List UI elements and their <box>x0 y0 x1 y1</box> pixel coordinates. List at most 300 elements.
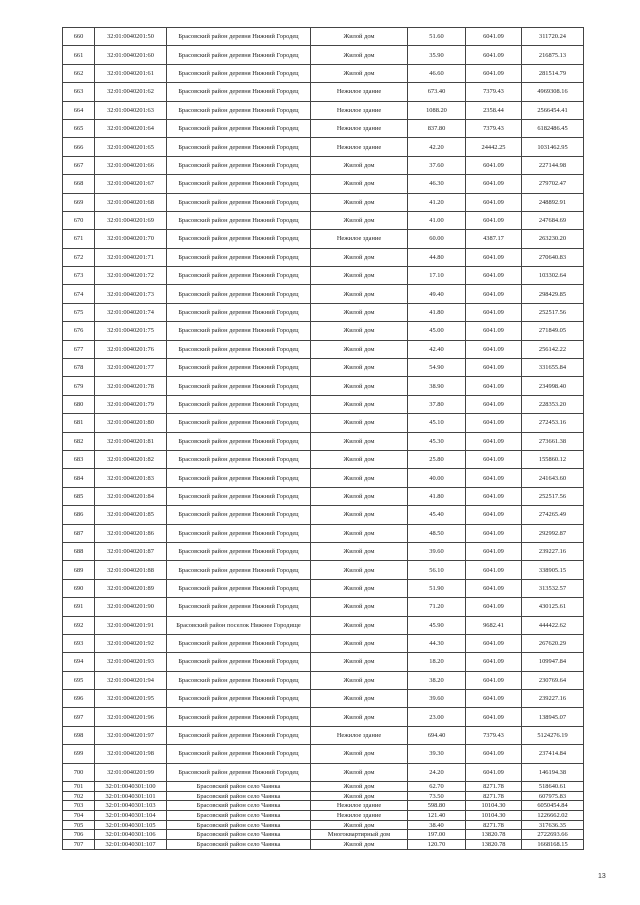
row-number-cell: 677 <box>63 340 95 358</box>
table-row <box>63 377 584 395</box>
specific-value-cell: 6041.09 <box>466 598 522 616</box>
specific-value-cell: 6041.09 <box>466 469 522 487</box>
cadastral-value-cell: 2566454.41 <box>522 101 584 119</box>
cadastral-value-cell: 607975.83 <box>522 791 584 801</box>
object-type-cell: Нежилое здание <box>311 138 408 156</box>
specific-value-cell: 6041.09 <box>466 285 522 303</box>
row-number-cell: 675 <box>63 303 95 321</box>
row-number-cell: 684 <box>63 469 95 487</box>
object-type-cell: Жилой дом <box>311 46 408 64</box>
cadastral-value-cell: 1668168.15 <box>522 840 584 850</box>
table-row <box>63 450 584 468</box>
table-row <box>63 653 584 671</box>
table-row <box>63 322 584 340</box>
object-type-cell: Жилой дом <box>311 745 408 763</box>
specific-value-cell: 6041.09 <box>466 395 522 413</box>
address-cell: Брасовский район деревня Нижний Городец <box>167 64 311 82</box>
row-number-cell: 678 <box>63 359 95 377</box>
object-type-cell: Жилой дом <box>311 487 408 505</box>
cadastral-number-cell: 32:01:0040201:81 <box>95 432 167 450</box>
object-type-cell: Нежилое здание <box>311 230 408 248</box>
cadastral-number-cell: 32:01:0040201:67 <box>95 175 167 193</box>
cadastral-value-cell: 237414.84 <box>522 745 584 763</box>
specific-value-cell: 7379.43 <box>466 83 522 101</box>
address-cell: Брасовский район деревня Нижний Городец <box>167 634 311 652</box>
cadastral-number-cell: 32:01:0040201:78 <box>95 377 167 395</box>
address-cell: Брасовский район деревня Нижний Городец <box>167 377 311 395</box>
object-type-cell: Нежилое здание <box>311 726 408 744</box>
cadastral-number-cell: 32:01:0040301:101 <box>95 791 167 801</box>
address-cell: Брасовский район деревня Нижний Городец <box>167 359 311 377</box>
table-row <box>63 64 584 82</box>
specific-value-cell: 6041.09 <box>466 175 522 193</box>
object-type-cell: Жилой дом <box>311 506 408 524</box>
specific-value-cell: 6041.09 <box>466 46 522 64</box>
object-type-cell: Жилой дом <box>311 377 408 395</box>
address-cell: Брасовский район деревня Нижний Городец <box>167 46 311 64</box>
specific-value-cell: 6041.09 <box>466 359 522 377</box>
cadastral-number-cell: 32:01:0040201:80 <box>95 414 167 432</box>
specific-value-cell: 6041.09 <box>466 450 522 468</box>
specific-value-cell: 6041.09 <box>466 267 522 285</box>
object-type-cell: Жилой дом <box>311 211 408 229</box>
table-row <box>63 671 584 689</box>
object-type-cell: Жилой дом <box>311 671 408 689</box>
cadastral-value-cell: 227144.98 <box>522 156 584 174</box>
row-number-cell: 670 <box>63 211 95 229</box>
cadastral-value-cell: 252517.56 <box>522 487 584 505</box>
address-cell: Брасовский район деревня Нижний Городец <box>167 156 311 174</box>
cadastral-number-cell: 32:01:0040201:60 <box>95 46 167 64</box>
cadastral-number-cell: 32:01:0040201:88 <box>95 561 167 579</box>
specific-value-cell: 6041.09 <box>466 322 522 340</box>
row-number-cell: 673 <box>63 267 95 285</box>
row-number-cell: 692 <box>63 616 95 634</box>
table-row <box>63 101 584 119</box>
address-cell: Брасовский район деревня Нижний Городец <box>167 598 311 616</box>
row-number-cell: 662 <box>63 64 95 82</box>
cadastral-number-cell: 32:01:0040201:99 <box>95 763 167 781</box>
address-cell: Брасовский район деревня Нижний Городец <box>167 542 311 560</box>
cadastral-value-table <box>62 27 584 850</box>
row-number-cell: 703 <box>63 801 95 811</box>
cadastral-number-cell: 32:01:0040301:106 <box>95 830 167 840</box>
object-type-cell: Жилой дом <box>311 267 408 285</box>
row-number-cell: 685 <box>63 487 95 505</box>
row-number-cell: 665 <box>63 119 95 137</box>
table-row <box>63 690 584 708</box>
area-cell: 45.10 <box>408 414 466 432</box>
area-cell: 120.70 <box>408 840 466 850</box>
object-type-cell: Нежилое здание <box>311 101 408 119</box>
table-row <box>63 175 584 193</box>
area-cell: 49.40 <box>408 285 466 303</box>
row-number-cell: 681 <box>63 414 95 432</box>
area-cell: 673.40 <box>408 83 466 101</box>
object-type-cell: Жилой дом <box>311 840 408 850</box>
cadastral-number-cell: 32:01:0040201:84 <box>95 487 167 505</box>
cadastral-number-cell: 32:01:0040201:70 <box>95 230 167 248</box>
address-cell: Брасовский район деревня Нижний Городец <box>167 303 311 321</box>
cadastral-value-cell: 274265.49 <box>522 506 584 524</box>
table-row <box>63 524 584 542</box>
cadastral-number-cell: 32:01:0040201:64 <box>95 119 167 137</box>
cadastral-number-cell: 32:01:0040201:89 <box>95 579 167 597</box>
specific-value-cell: 6041.09 <box>466 377 522 395</box>
cadastral-number-cell: 32:01:0040301:105 <box>95 820 167 830</box>
area-cell: 41.20 <box>408 193 466 211</box>
cadastral-value-cell: 4969308.16 <box>522 83 584 101</box>
cadastral-value-cell: 1031462.95 <box>522 138 584 156</box>
table-row <box>63 340 584 358</box>
cadastral-number-cell: 32:01:0040201:92 <box>95 634 167 652</box>
specific-value-cell: 6041.09 <box>466 671 522 689</box>
address-cell: Брасовский район деревня Нижний Городец <box>167 119 311 137</box>
cadastral-value-cell: 103302.64 <box>522 267 584 285</box>
table-row <box>63 561 584 579</box>
cadastral-value-cell: 5124276.19 <box>522 726 584 744</box>
cadastral-value-cell: 230769.64 <box>522 671 584 689</box>
cadastral-number-cell: 32:01:0040201:65 <box>95 138 167 156</box>
row-number-cell: 679 <box>63 377 95 395</box>
table-row <box>63 46 584 64</box>
object-type-cell: Жилой дом <box>311 432 408 450</box>
table-row <box>63 830 584 840</box>
table-row <box>63 598 584 616</box>
object-type-cell: Жилой дом <box>311 64 408 82</box>
area-cell: 41.00 <box>408 211 466 229</box>
area-cell: 121.40 <box>408 811 466 821</box>
table-row <box>63 303 584 321</box>
cadastral-value-cell: 272453.16 <box>522 414 584 432</box>
specific-value-cell: 6041.09 <box>466 156 522 174</box>
object-type-cell: Нежилое здание <box>311 83 408 101</box>
row-number-cell: 671 <box>63 230 95 248</box>
area-cell: 37.80 <box>408 395 466 413</box>
area-cell: 197.00 <box>408 830 466 840</box>
area-cell: 41.80 <box>408 487 466 505</box>
area-cell: 37.60 <box>408 156 466 174</box>
specific-value-cell: 6041.09 <box>466 193 522 211</box>
cadastral-value-cell: 252517.56 <box>522 303 584 321</box>
cadastral-value-cell: 247684.69 <box>522 211 584 229</box>
object-type-cell: Жилой дом <box>311 156 408 174</box>
cadastral-number-cell: 32:01:0040201:85 <box>95 506 167 524</box>
area-cell: 38.40 <box>408 820 466 830</box>
area-cell: 46.30 <box>408 175 466 193</box>
cadastral-number-cell: 32:01:0040201:94 <box>95 671 167 689</box>
specific-value-cell: 6041.09 <box>466 340 522 358</box>
area-cell: 40.00 <box>408 469 466 487</box>
address-cell: Брасовский район село Чаянка <box>167 840 311 850</box>
cadastral-value-cell: 6050454.84 <box>522 801 584 811</box>
table-row <box>63 156 584 174</box>
area-cell: 39.30 <box>408 745 466 763</box>
area-cell: 54.90 <box>408 359 466 377</box>
row-number-cell: 663 <box>63 83 95 101</box>
area-cell: 38.90 <box>408 377 466 395</box>
cadastral-number-cell: 32:01:0040201:69 <box>95 211 167 229</box>
table-row <box>63 395 584 413</box>
specific-value-cell: 6041.09 <box>466 64 522 82</box>
address-cell: Брасовский район деревня Нижний Городец <box>167 395 311 413</box>
cadastral-number-cell: 32:01:0040201:83 <box>95 469 167 487</box>
row-number-cell: 696 <box>63 690 95 708</box>
cadastral-value-cell: 2722693.66 <box>522 830 584 840</box>
specific-value-cell: 6041.09 <box>466 524 522 542</box>
area-cell: 837.80 <box>408 119 466 137</box>
address-cell: Брасовский район деревня Нижний Городец <box>167 340 311 358</box>
row-number-cell: 705 <box>63 820 95 830</box>
cadastral-number-cell: 32:01:0040201:72 <box>95 267 167 285</box>
specific-value-cell: 6041.09 <box>466 763 522 781</box>
row-number-cell: 707 <box>63 840 95 850</box>
cadastral-number-cell: 32:01:0040201:98 <box>95 745 167 763</box>
cadastral-value-cell: 338905.15 <box>522 561 584 579</box>
cadastral-value-cell: 239227.16 <box>522 690 584 708</box>
row-number-cell: 686 <box>63 506 95 524</box>
specific-value-cell: 6041.09 <box>466 634 522 652</box>
address-cell: Брасовский район деревня Нижний Городец <box>167 671 311 689</box>
row-number-cell: 695 <box>63 671 95 689</box>
cadastral-number-cell: 32:01:0040201:91 <box>95 616 167 634</box>
object-type-cell: Жилой дом <box>311 542 408 560</box>
area-cell: 62.70 <box>408 782 466 792</box>
table-row <box>63 542 584 560</box>
area-cell: 44.30 <box>408 634 466 652</box>
specific-value-cell: 9682.41 <box>466 616 522 634</box>
cadastral-number-cell: 32:01:0040301:100 <box>95 782 167 792</box>
address-cell: Брасовский район село Чаянка <box>167 791 311 801</box>
table-row <box>63 83 584 101</box>
specific-value-cell: 13820.78 <box>466 840 522 850</box>
address-cell: Брасовский район село Чаянка <box>167 782 311 792</box>
specific-value-cell: 24442.25 <box>466 138 522 156</box>
object-type-cell: Жилой дом <box>311 340 408 358</box>
row-number-cell: 666 <box>63 138 95 156</box>
cadastral-value-cell: 267620.29 <box>522 634 584 652</box>
object-type-cell: Жилой дом <box>311 28 408 46</box>
cadastral-value-cell: 311720.24 <box>522 28 584 46</box>
table-row <box>63 487 584 505</box>
object-type-cell: Жилой дом <box>311 708 408 726</box>
cadastral-value-cell: 234998.40 <box>522 377 584 395</box>
address-cell: Брасовский район деревня Нижний Городец <box>167 763 311 781</box>
cadastral-number-cell: 32:01:0040201:86 <box>95 524 167 542</box>
area-cell: 60.00 <box>408 230 466 248</box>
area-cell: 39.60 <box>408 690 466 708</box>
object-type-cell: Жилой дом <box>311 248 408 266</box>
area-cell: 71.20 <box>408 598 466 616</box>
page-number: 13 <box>598 873 606 880</box>
address-cell: Брасовский район село Чаянка <box>167 811 311 821</box>
cadastral-value-cell: 279702.47 <box>522 175 584 193</box>
row-number-cell: 702 <box>63 791 95 801</box>
cadastral-value-cell: 146194.38 <box>522 763 584 781</box>
address-cell: Брасовский район деревня Нижний Городец <box>167 83 311 101</box>
row-number-cell: 664 <box>63 101 95 119</box>
address-cell: Брасовский район деревня Нижний Городец <box>167 138 311 156</box>
cadastral-number-cell: 32:01:0040201:93 <box>95 653 167 671</box>
table-row <box>63 506 584 524</box>
row-number-cell: 693 <box>63 634 95 652</box>
cadastral-value-cell: 228353.20 <box>522 395 584 413</box>
row-number-cell: 680 <box>63 395 95 413</box>
area-cell: 45.40 <box>408 506 466 524</box>
area-cell: 45.00 <box>408 322 466 340</box>
table-row <box>63 28 584 46</box>
cadastral-value-cell: 331655.84 <box>522 359 584 377</box>
address-cell: Брасовский район деревня Нижний Городец <box>167 322 311 340</box>
cadastral-number-cell: 32:01:0040201:97 <box>95 726 167 744</box>
specific-value-cell: 6041.09 <box>466 561 522 579</box>
address-cell: Брасовский район деревня Нижний Городец <box>167 579 311 597</box>
table-row <box>63 119 584 137</box>
cadastral-number-cell: 32:01:0040301:103 <box>95 801 167 811</box>
table-row <box>63 359 584 377</box>
object-type-cell: Жилой дом <box>311 791 408 801</box>
cadastral-number-cell: 32:01:0040201:63 <box>95 101 167 119</box>
row-number-cell: 689 <box>63 561 95 579</box>
area-cell: 56.10 <box>408 561 466 579</box>
cadastral-number-cell: 32:01:0040201:87 <box>95 542 167 560</box>
table-row <box>63 820 584 830</box>
object-type-cell: Жилой дом <box>311 653 408 671</box>
area-cell: 48.50 <box>408 524 466 542</box>
row-number-cell: 669 <box>63 193 95 211</box>
row-number-cell: 690 <box>63 579 95 597</box>
cadastral-value-cell: 518640.61 <box>522 782 584 792</box>
cadastral-number-cell: 32:01:0040201:68 <box>95 193 167 211</box>
cadastral-number-cell: 32:01:0040201:95 <box>95 690 167 708</box>
object-type-cell: Многоквартирный дом <box>311 830 408 840</box>
object-type-cell: Жилой дом <box>311 782 408 792</box>
address-cell: Брасовский район деревня Нижний Городец <box>167 450 311 468</box>
table-row <box>63 763 584 781</box>
specific-value-cell: 6041.09 <box>466 211 522 229</box>
cadastral-value-cell: 256142.22 <box>522 340 584 358</box>
cadastral-number-cell: 32:01:0040201:73 <box>95 285 167 303</box>
specific-value-cell: 7379.43 <box>466 726 522 744</box>
cadastral-number-cell: 32:01:0040201:61 <box>95 64 167 82</box>
specific-value-cell: 6041.09 <box>466 653 522 671</box>
object-type-cell: Жилой дом <box>311 359 408 377</box>
object-type-cell: Жилой дом <box>311 616 408 634</box>
address-cell: Брасовский район деревня Нижний Городец <box>167 726 311 744</box>
address-cell: Брасовский район деревня Нижний Городец <box>167 211 311 229</box>
cadastral-value-cell: 1226662.02 <box>522 811 584 821</box>
row-number-cell: 691 <box>63 598 95 616</box>
cadastral-value-cell: 317636.35 <box>522 820 584 830</box>
address-cell: Брасовский район деревня Нижний Городец <box>167 414 311 432</box>
address-cell: Брасовский район деревня Нижний Городец <box>167 561 311 579</box>
cadastral-value-cell: 271849.05 <box>522 322 584 340</box>
specific-value-cell: 6041.09 <box>466 690 522 708</box>
cadastral-value-cell: 444422.62 <box>522 616 584 634</box>
address-cell: Брасовский район деревня Нижний Городец <box>167 28 311 46</box>
address-cell: Брасовский район деревня Нижний Городец <box>167 708 311 726</box>
table-row <box>63 791 584 801</box>
address-cell: Брасовский район деревня Нижний Городец <box>167 690 311 708</box>
specific-value-cell: 6041.09 <box>466 745 522 763</box>
specific-value-cell: 13820.78 <box>466 830 522 840</box>
table-row <box>63 193 584 211</box>
address-cell: Брасовский район деревня Нижний Городец <box>167 487 311 505</box>
object-type-cell: Жилой дом <box>311 690 408 708</box>
address-cell: Брасовский район село Чаянка <box>167 801 311 811</box>
cadastral-value-cell: 155860.12 <box>522 450 584 468</box>
area-cell: 17.10 <box>408 267 466 285</box>
address-cell: Брасовский район село Чаянка <box>167 830 311 840</box>
row-number-cell: 701 <box>63 782 95 792</box>
object-type-cell: Жилой дом <box>311 414 408 432</box>
address-cell: Брасовский район деревня Нижний Городец <box>167 285 311 303</box>
specific-value-cell: 6041.09 <box>466 542 522 560</box>
object-type-cell: Жилой дом <box>311 634 408 652</box>
address-cell: Брасовский район деревня Нижний Городец <box>167 506 311 524</box>
row-number-cell: 697 <box>63 708 95 726</box>
row-number-cell: 700 <box>63 763 95 781</box>
address-cell: Брасовский район поселок Нижнее Городище <box>167 616 311 634</box>
specific-value-cell: 6041.09 <box>466 414 522 432</box>
object-type-cell: Жилой дом <box>311 579 408 597</box>
table-row <box>63 579 584 597</box>
cadastral-number-cell: 32:01:0040301:104 <box>95 811 167 821</box>
object-type-cell: Нежилое здание <box>311 811 408 821</box>
table-row <box>63 469 584 487</box>
address-cell: Брасовский район деревня Нижний Городец <box>167 745 311 763</box>
cadastral-number-cell: 32:01:0040201:71 <box>95 248 167 266</box>
area-cell: 42.20 <box>408 138 466 156</box>
cadastral-value-cell: 109947.84 <box>522 653 584 671</box>
table-row <box>63 634 584 652</box>
specific-value-cell: 8271.78 <box>466 820 522 830</box>
row-number-cell: 683 <box>63 450 95 468</box>
cadastral-value-cell: 298429.85 <box>522 285 584 303</box>
cadastral-value-cell: 273661.38 <box>522 432 584 450</box>
cadastral-value-cell: 270640.83 <box>522 248 584 266</box>
row-number-cell: 667 <box>63 156 95 174</box>
area-cell: 18.20 <box>408 653 466 671</box>
table-row <box>63 726 584 744</box>
area-cell: 694.40 <box>408 726 466 744</box>
specific-value-cell: 6041.09 <box>466 248 522 266</box>
object-type-cell: Жилой дом <box>311 193 408 211</box>
area-cell: 38.20 <box>408 671 466 689</box>
cadastral-number-cell: 32:01:0040201:66 <box>95 156 167 174</box>
cadastral-number-cell: 32:01:0040201:77 <box>95 359 167 377</box>
table-row <box>63 840 584 850</box>
table-row <box>63 211 584 229</box>
area-cell: 1088.20 <box>408 101 466 119</box>
area-cell: 46.60 <box>408 64 466 82</box>
row-number-cell: 676 <box>63 322 95 340</box>
specific-value-cell: 4387.17 <box>466 230 522 248</box>
cadastral-number-cell: 32:01:0040301:107 <box>95 840 167 850</box>
cadastral-value-cell: 430125.61 <box>522 598 584 616</box>
area-cell: 39.60 <box>408 542 466 560</box>
object-type-cell: Жилой дом <box>311 322 408 340</box>
cadastral-number-cell: 32:01:0040201:76 <box>95 340 167 358</box>
cadastral-value-cell: 138945.07 <box>522 708 584 726</box>
specific-value-cell: 8271.78 <box>466 791 522 801</box>
cadastral-value-cell: 6182486.45 <box>522 119 584 137</box>
cadastral-value-cell: 292992.87 <box>522 524 584 542</box>
cadastral-number-cell: 32:01:0040201:82 <box>95 450 167 468</box>
object-type-cell: Жилой дом <box>311 395 408 413</box>
specific-value-cell: 6041.09 <box>466 303 522 321</box>
cadastral-value-cell: 313532.57 <box>522 579 584 597</box>
